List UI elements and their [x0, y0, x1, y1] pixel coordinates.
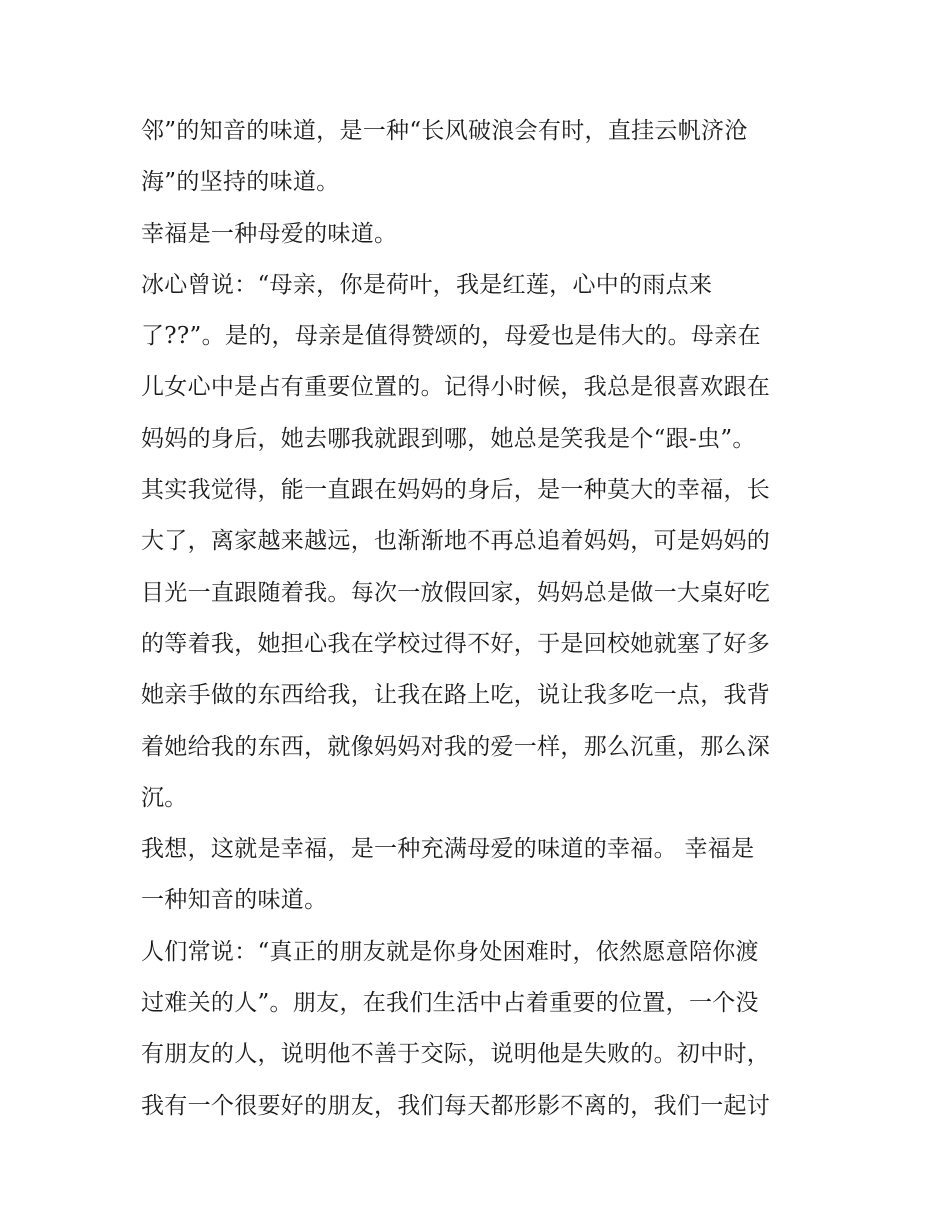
text-line: 儿女心中是占有重要位置的。记得小时候，我总是很喜欢跟在 — [141, 374, 771, 401]
text-line: 幸福是一种母爱的味道。 — [141, 220, 398, 247]
text-line: 人们常说：“真正的朋友就是你身处困难时，依然愿意陪你渡 — [141, 938, 759, 965]
text-line: 着她给我的东西，就像妈妈对我的爱一样，那么沉重，那么深 — [141, 733, 771, 760]
text-line: 我有一个很要好的朋友，我们每天都形影不离的，我们一起讨 — [141, 1092, 771, 1119]
text-line: 其实我觉得，能一直跟在妈妈的身后，是一种莫大的幸福，长 — [141, 477, 771, 504]
text-line: 目光一直跟随着我。每次一放假回家，妈妈总是做一大桌好吃 — [141, 579, 771, 606]
text-line: 有朋友的人，说明他不善于交际，说明他是失败的。初中时， — [141, 1041, 771, 1068]
text-line: 大了，离家越来越远，也渐渐地不再总追着妈妈，可是妈妈的 — [141, 528, 771, 555]
text-line: 的等着我，她担心我在学校过得不好，于是回校她就塞了好多 — [141, 630, 771, 657]
body-text — [141, 106, 831, 1132]
text-line: 邻”的知音的味道，是一种“长风破浪会有时，直挂云帆济沧 — [141, 118, 748, 144]
text-line: 沉。 — [141, 784, 188, 811]
text-line: 一种知音的味道。 — [141, 887, 328, 914]
text-line: 海”的坚持的味道。 — [141, 169, 340, 196]
text-line: 了??”。是的，母亲是值得赞颂的，母爱也是伟大的。母亲在 — [141, 323, 761, 350]
text-line: 我想，这就是幸福，是一种充满母爱的味道的幸福。 幸福是 — [141, 836, 755, 863]
text-line: 冰心曾说：“母亲，你是荷叶，我是红莲，心中的雨点来 — [141, 271, 713, 298]
text-line: 她亲手做的东西给我，让我在路上吃，说让我多吃一点，我背 — [141, 682, 771, 709]
text-line: 过难关的人”。朋友，在我们生活中占着重要的位置，一个没 — [141, 990, 759, 1017]
text-line: 妈妈的身后，她去哪我就跟到哪，她总是笑我是个“跟-虫”。 — [141, 425, 756, 452]
